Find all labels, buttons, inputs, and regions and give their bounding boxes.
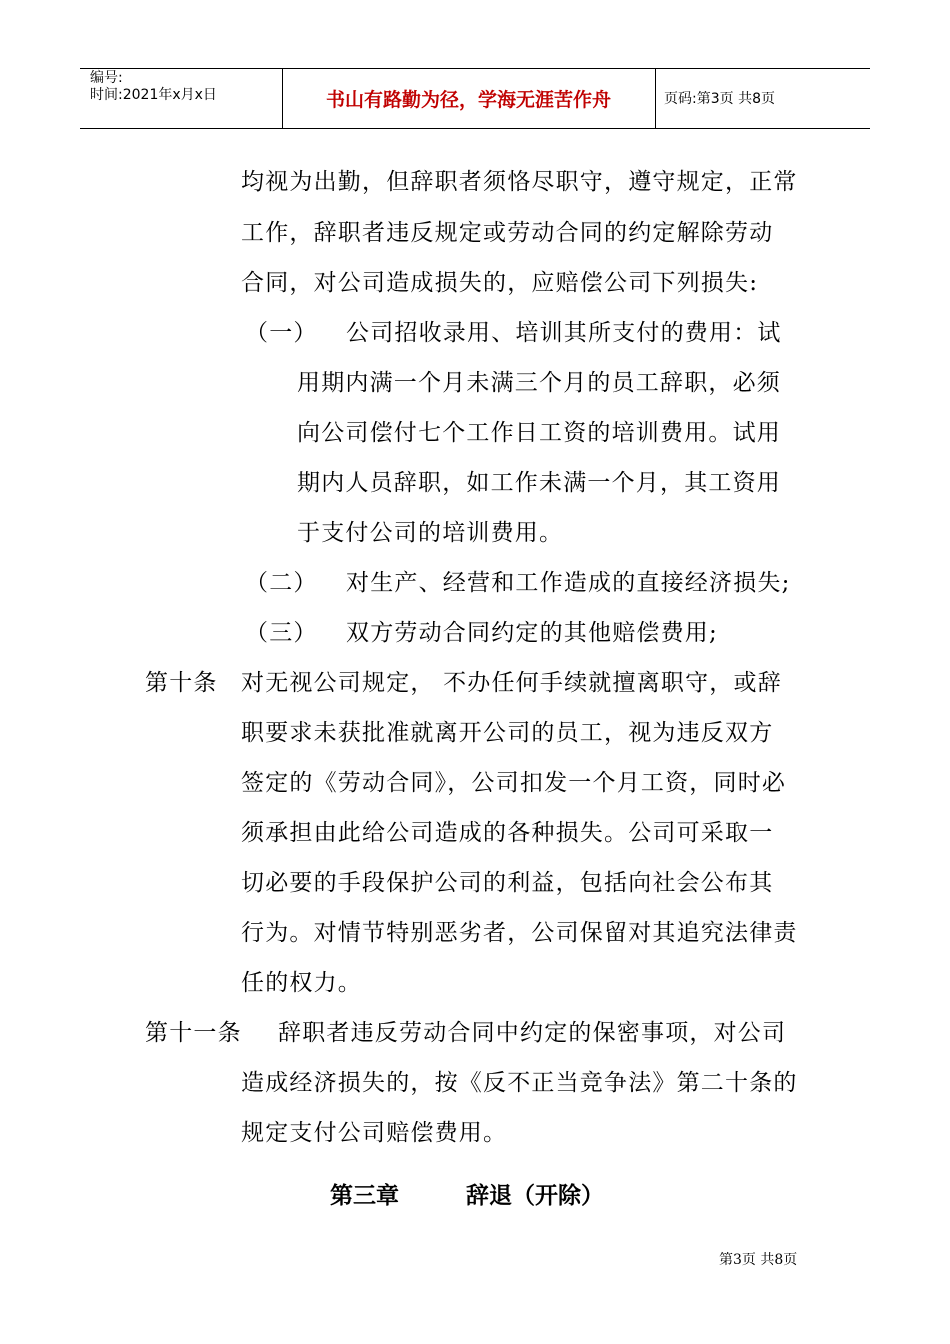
article-line: 任的权力。	[241, 970, 362, 996]
article-line: 对无视公司规定， 不办任何手续就擅离职守，或辞	[241, 670, 782, 696]
list-item-line: 期内人员辞职，如工作未满一个月，其工资用	[297, 470, 781, 496]
list-item-line: 公司招收录用、培训其所支付的费用：试	[346, 320, 782, 346]
article-label: 第十一条	[145, 1020, 242, 1046]
article-line: 须承担由此给公司造成的各种损失。公司可采取一	[241, 820, 774, 846]
article-label: 第十条	[145, 670, 218, 696]
article-line: 职要求未获批准就离开公司的员工，视为违反双方	[241, 720, 774, 746]
page-footer: 第3页 共8页	[719, 1252, 798, 1268]
document-number-label: 编号:	[90, 70, 123, 86]
list-item-line: 向公司偿付七个工作日工资的培训费用。试用	[297, 420, 781, 446]
article-line: 辞职者违反劳动合同中约定的保密事项，对公司	[278, 1020, 787, 1046]
page-header	[80, 68, 870, 128]
article-line: 行为。对情节特别恶劣者，公司保留对其追究法律责	[241, 920, 798, 946]
list-item-line: 于支付公司的培训费用。	[297, 520, 564, 546]
header-meta	[90, 70, 285, 104]
chapter-number: 第三章	[330, 1182, 399, 1209]
list-item-label: （一）	[245, 320, 318, 346]
article-line: 切必要的手段保护公司的利益，包括向社会公布其	[241, 870, 774, 896]
header-page-info: 页码:第3页 共8页	[664, 91, 775, 107]
header-bottom-rule	[80, 128, 870, 129]
list-item-line: 用期内满一个月未满三个月的员工辞职，必须	[297, 370, 781, 396]
article-line: 造成经济损失的，按《反不正当竞争法》第二十条的	[241, 1070, 798, 1096]
list-item-label: （二）	[245, 570, 318, 596]
article-line: 规定支付公司赔偿费用。	[241, 1120, 508, 1146]
document-date-label: 时间:2021年x月x日	[90, 87, 217, 103]
article-line: 签定的《劳动合同》，公司扣发一个月工资，同时必	[241, 770, 787, 796]
header-divider	[655, 68, 656, 128]
paragraph-line: 工作，辞职者违反规定或劳动合同的约定解除劳动	[241, 220, 774, 246]
list-item-label: （三）	[245, 620, 318, 646]
chapter-title: 辞退（开除）	[466, 1182, 604, 1209]
paragraph-line: 合同，对公司造成损失的，应赔偿公司下列损失:	[241, 270, 759, 296]
list-item-line: 双方劳动合同约定的其他赔偿费用;	[346, 620, 718, 646]
list-item-line: 对生产、经营和工作造成的直接经济损失;	[346, 570, 791, 596]
paragraph-line: 均视为出勤，但辞职者须恪尽职守，遵守规定，正常	[241, 169, 798, 195]
header-motto: 书山有路勤为径，学海无涯苦作舟	[325, 88, 611, 111]
